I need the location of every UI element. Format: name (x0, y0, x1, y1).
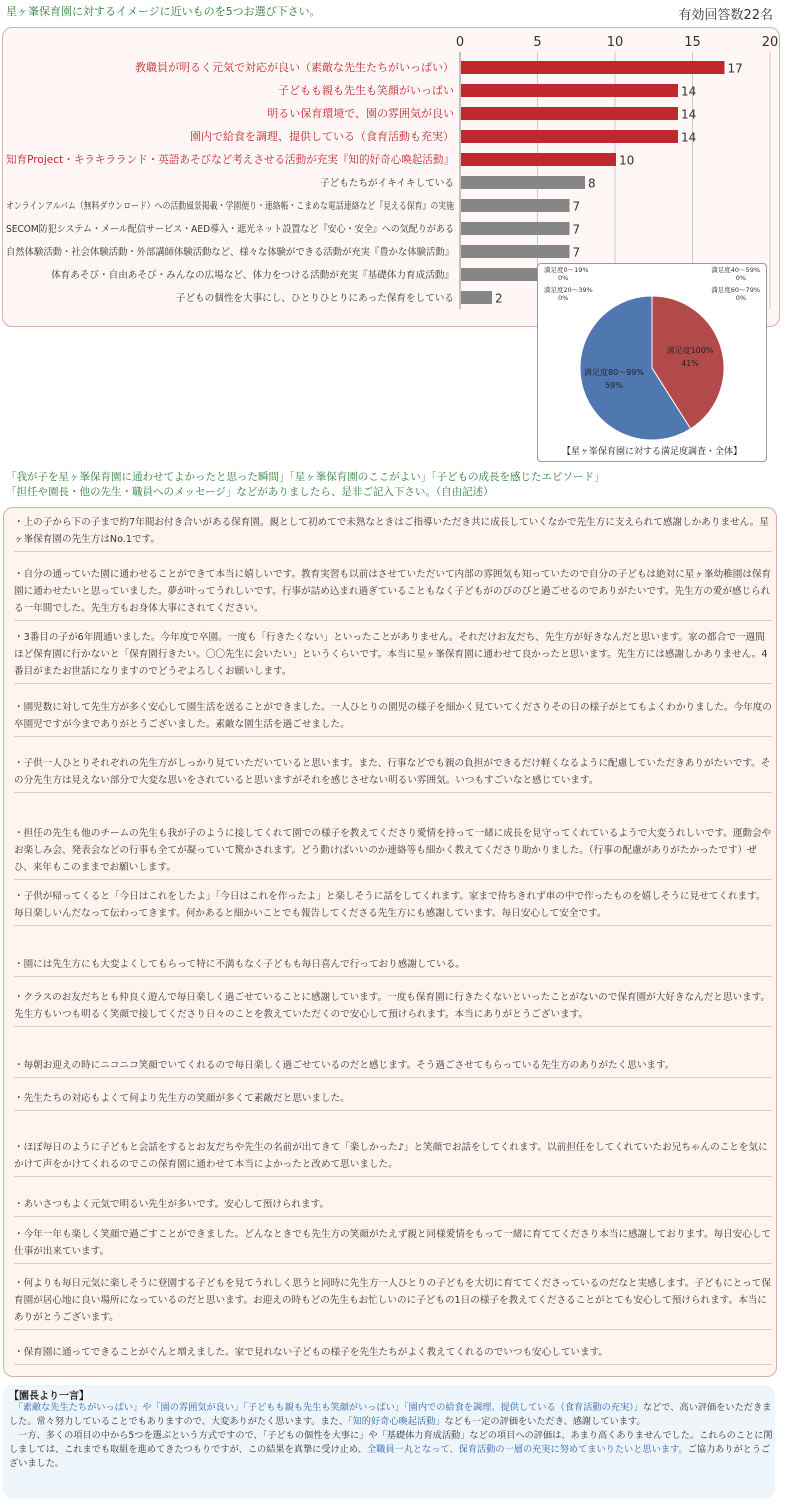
comment-item: ・毎朝お迎えの時にニコニコ笑顔でいてくれるので毎日楽しく過ごせているのだと感じます。そう過ごさせてもらっている先生方のありがたく思います。 (14, 1057, 772, 1078)
data-label: 7 (572, 245, 581, 260)
comment-item: ・自分の通っていた園に通わせることができて本当に嬉しいです。教育実習も以前はさせていただいて内部の雰囲気も知っていたので自分の子どもは絶対に星ヶ峯幼稚園は保育園に通わせたいと思っていました。夢が叶ってうれしいです。行事が詰め込まれ過ぎていることもなく子どもがのびのびと過ごせるのでありがたいです。先生方の愛が感じられる一年間でした。先生方もお身体大事にされてください。 (14, 566, 772, 621)
comment-item: ・園児数に対して先生方が多く安心して園生活を送ることができました。一人ひとりの園児の様子を細かく見ていてくださりその日の様子がとてもよくわかりました。今年度の卒園児ですが今までありがとうございました。素敵な園生活を過ごせました。 (14, 699, 772, 737)
x-tick-label: 0 (455, 35, 465, 50)
bar (461, 130, 678, 143)
comment-item: ・クラスのお友だちとも仲良く遊んで毎日楽しく過ごせていることに感謝しています。一度も保育園に行きたくないといったことがないので保育園が大好きなんだと思います。先生方もいつも明るく笑顔で接してくださり日々のことを教えていただくので安心して預けられます。本当にありがとうございます。 (14, 989, 772, 1027)
principal-paragraph-1: 「素敵な先生たちがいっぱい」や「園の雰囲気が良い」「子どもも親も先生も笑顔がいっぱい」「園内での給食を調理、提供している（食育活動の充実）」などで、高い評価をいただきました。常々努力していることでもありますので、大変ありがたく思います。また、「知的好奇心喚起活動」なども一定の評価をいただき、感謝しています。 (9, 1402, 772, 1427)
category-label: 体育あそび・自由あそび・みんなの広場など、体力をつける活動が充実『基礎体力育成活動』 (51, 270, 454, 281)
bar (461, 176, 585, 189)
category-label: 子どもも親も先生も笑顔がいっぱい (278, 84, 454, 97)
respondent-count: 有効回答数22名 (678, 8, 773, 23)
data-label: 17 (727, 61, 743, 76)
x-tick-label: 15 (684, 35, 701, 50)
comment-item: ・担任の先生も他のチームの先生も我が子のように接してくれて園での様子を教えてくださり愛情を持って一緒に成長を見守ってくれているようで大変うれしいです。運動会やお楽しみ会、発表会などの行事も全てが凝っていて驚かされます。どう動けばいいのか連絡等も細かく教えてくださり助かりました。（行事の配慮がありがたかったです）ぜひ、来年もこのままでお願いします。 (14, 825, 772, 880)
pie-caption: 【星ヶ峯保育園に対する満足度調査・全体】 (561, 447, 742, 457)
comment-item: ・保育園に通ってできることがぐんと増えました。家で見れない子どもの様子を先生たちがよく教えてくれるのでいつも安心しています。 (14, 1344, 772, 1365)
comment-item: ・上の子から下の子まで約7年間お付き合いがある保育園。親として初めてで未熟なときはご指導いただき共に成長していくなかで先生方に支えられて感謝しかありません。星ヶ峯保育園の先生方はNo.1です。 (14, 514, 772, 552)
bar (461, 268, 539, 281)
zero-slice-percent: 0% (558, 294, 569, 302)
comment-item: ・園には先生方にも大変よくしてもらって特に不満もなく子どもも毎日喜んで行っており感謝している。 (14, 956, 772, 977)
data-label: 10 (619, 153, 635, 168)
data-label: 14 (681, 84, 697, 99)
data-label: 2 (495, 291, 503, 306)
category-label: 子どもの個性を大事にし、ひとりひとりにあった保育をしている (175, 293, 454, 304)
data-label: 7 (572, 199, 581, 214)
highlight-text: 「知的好奇心喚起活動」 (348, 1416, 445, 1427)
slice-percent: 59% (605, 381, 623, 391)
zero-slice-percent: 0% (558, 274, 569, 282)
data-label: 7 (572, 222, 581, 237)
bar (461, 291, 492, 304)
data-label: 14 (681, 107, 697, 122)
category-label: 園内で給食を調理、提供している（食育活動も充実） (190, 130, 454, 143)
bar (461, 84, 678, 97)
comment-item: ・3番目の子が6年間通いました。今年度で卒園。一度も「行きたくない」といったことがありません。それだけお友だち、先生方が好きなんだと思います。家の都合で一週間ほど保育園に行かないと「保育園行きたい。〇〇先生に会いたい」というくらいです。本当に星ヶ峯保育園に通わせて良かったと思います。先生方には感謝しかありません。4番目がまたお世話になりますのでどうぞよろしくお願いします。 (14, 629, 772, 684)
bar (461, 222, 570, 235)
slice-label: 満足度100% (666, 345, 714, 355)
comment-item: ・先生たちの対応もよくて何より先生方の笑顔が多くて素敵だと思いました。 (14, 1090, 772, 1111)
prompt-line-1: 「我が子を星ヶ峯保育園に通わせてよかったと思った瞬間」「星ヶ峯保育園のここがよい」「子どもの成長を感じたエピソード」 (6, 471, 605, 483)
x-tick-label: 10 (606, 35, 624, 50)
pie-chart-panel (537, 263, 767, 462)
principal-message (9, 1401, 773, 1471)
comment-item: ・子供一人ひとりそれぞれの先生方がしっかり見ていただいていると思います。また、行事などでも親の負担ができるだけ軽くなるように配慮していただきありがたいです。その分先生方は見えない部分で大変な思いをされていると思いますがそれを感じさせない明るい雰囲気。いつもすごいなと感じています。 (14, 755, 772, 793)
category-label: 知育Project・キラキラランド・英語あそびなど考えさせる活動が充実『知的好奇心喚起活動』 (6, 153, 473, 166)
prompt-line-2: 「担任や園長・他の先生・職員へのメッセージ」などがありましたら、是非ご記入下さい。（自由記述） (6, 486, 494, 498)
category-label: オンラインアルバム（無料ダウンロード）への活動風景掲載・学園便り・連絡帳・こまめな電話連絡など『見える保育』の実施 (6, 201, 552, 212)
zero-slice-label: 満足度60〜79% (711, 286, 760, 294)
comment-item: ・今年一年も楽しく笑顔で過ごすことができました。どんなときでも先生方の笑顔がたえず親と同様愛情をもって一緒に育ててくださり本当に感謝しております。毎日安心して仕事が出来ています。 (14, 1226, 772, 1264)
principal-message-panel (3, 1385, 775, 1499)
principal-paragraph-2: 一方、多くの項目の中から5つを選ぶという方式ですので、「子どもの個性を大事に」や「基礎体力育成活動」などの項目への評価は、あまり高くありませんでした。これらのことに関しましては、これまでも取組を進めてきたつもりですが、この結果を真摯に受け止め、全職員一丸となって、保育活動の一層の充実に努めてまいりたいと思います。ご協力ありがとうございました。 (9, 1430, 773, 1469)
data-label: 14 (681, 130, 697, 145)
highlight-text: 「素敵な先生たちがいっぱい」や「園の雰囲気が良い」「子どもも親も先生も笑顔がいっぱい」「園内での給食を調理、提供している（食育活動の充実）」 (18, 1402, 643, 1413)
x-tick-label: 20 (761, 35, 779, 50)
pie-chart (538, 264, 766, 444)
category-label: SECOM防犯システム・メール配信サービス・AED導入・遮光ネット設置など『安心・安全』への気配りがある (6, 224, 482, 235)
highlight-text: 全職員一丸となって、保育活動の一層の充実に努めてまいりたいと思います。 (366, 1444, 688, 1455)
survey-question: 星ヶ峯保育園に対するイメージに近いものを5つお選び下さい。 (6, 5, 321, 18)
bar (461, 107, 678, 120)
bar (461, 153, 616, 166)
slice-label: 満足度80〜99% (583, 368, 644, 378)
zero-slice-percent: 0% (735, 274, 746, 282)
zero-slice-label: 満足度0〜19% (544, 266, 589, 274)
principal-title: 【園長より一言】 (9, 1391, 89, 1402)
comment-item: ・何よりも毎日元気に楽しそうに登園する子どもを見てうれしく思うと同時に先生方一人ひとりの子どもを大切に育ててくださっているのだなと実感します。子どもにとって保育園が居心地に良い場所になっているのだと思います。お迎えの時もどの先生もお忙しいのに子どもの1日の様子を教えてくださることがとても安心して預けられます。本当にありがとうございます。 (14, 1275, 772, 1330)
zero-slice-label: 満足度20〜39% (544, 286, 593, 294)
slice-percent: 41% (681, 358, 699, 368)
comment-item: ・ほぼ毎日のように子どもと会話をするとお友だちや先生の名前が出てきて「楽しかった♪」と笑顔でお話をしてくれます。以前担任をしてくれていたお兄ちゃんのことを気にかけて声をかけてくれるのでこの保育園に通わせて本当によかったと改めて思いました。 (14, 1139, 772, 1177)
zero-slice-label: 満足度40〜59% (711, 266, 760, 274)
comment-item: ・子供が帰ってくると「今日はこれをしたよ」「今日はこれを作ったよ」と楽しそうに話をしてくれます。家まで待ちきれず車の中で作ったものを嬉しそうに見せてくれます。毎日楽しいんだなって伝わってきます。何かあると細かいことでも報告してくださる先生方にも感謝しています。毎日安心して安全です。 (14, 888, 772, 926)
bar (461, 199, 570, 212)
bar (461, 61, 725, 74)
zero-slice-percent: 0% (735, 294, 746, 302)
category-label: 明るい保育環境で、園の雰囲気が良い (267, 107, 454, 120)
x-tick-label: 5 (533, 35, 542, 50)
category-label: 教職員が明るく元気で対応が良い（素敵な先生たちがいっぱい） (135, 61, 454, 74)
bar (461, 245, 570, 258)
data-label: 8 (588, 176, 596, 191)
free-comment-prompt (6, 470, 776, 500)
category-label: 自然体験活動・社会体験活動・外部講師体験活動など、様々な体験ができる活動が充実『豊かな体験活動』 (6, 247, 467, 258)
comments-panel (3, 507, 777, 1377)
category-label: 子どもたちがイキイキしている (320, 178, 454, 189)
comment-item: ・あいさつもよく元気で明るい先生が多いです。安心して預けられます。 (14, 1196, 772, 1217)
